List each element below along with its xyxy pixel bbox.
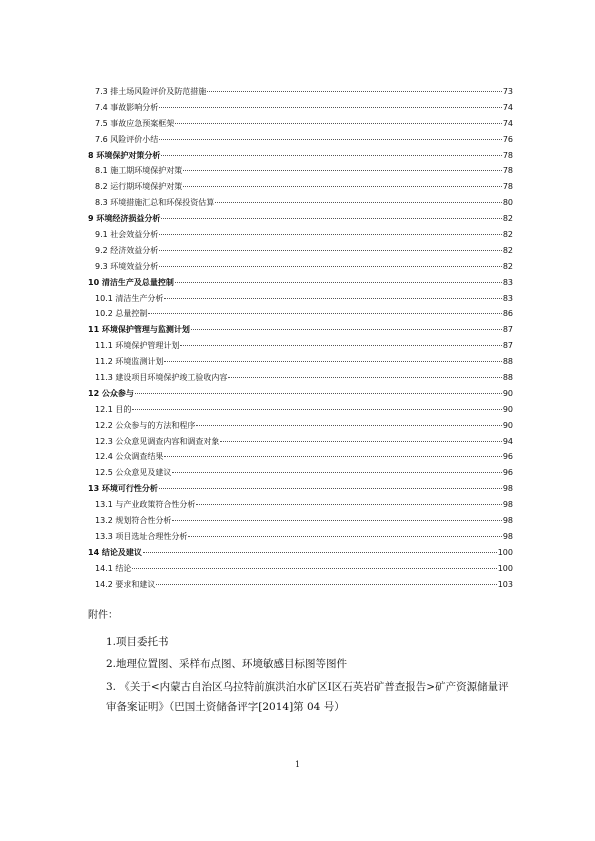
toc-entry-title: 8 环境保护对策分析	[88, 150, 161, 160]
toc-entry-title: 8.3 环境措施汇总和环保投资估算	[95, 198, 215, 208]
toc-entry[interactable]	[88, 291, 513, 307]
toc-entry[interactable]	[88, 386, 513, 402]
toc-entry[interactable]	[88, 465, 513, 481]
toc-entry-title: 13 环境可行性分析	[88, 484, 158, 494]
toc-entry-page: 80	[502, 198, 513, 208]
toc-entry[interactable]	[88, 259, 513, 275]
attachment-item-2: 2.地理位置图、采样布点图、环境敏感目标图等图件	[106, 658, 348, 670]
toc-entry-title: 7.3 排土场风险评价及防范措施	[95, 87, 207, 96]
toc-dot-leader	[220, 441, 501, 442]
toc-entry-title: 12.4 公众调查结果	[95, 452, 164, 462]
toc-entry-page: 98	[502, 531, 513, 541]
toc-entry-title: 13.3 项目选址合理性分析	[95, 531, 188, 541]
toc-dot-leader	[196, 504, 501, 505]
toc-dot-leader	[164, 456, 501, 457]
toc-entry-title: 14 结论及建议	[88, 547, 142, 557]
toc-entry-page: 87	[502, 341, 513, 351]
toc-entry[interactable]	[88, 370, 513, 386]
toc-entry-page: 78	[502, 166, 513, 176]
toc-dot-leader	[175, 123, 502, 124]
toc-entry-title: 9.2 经济效益分析	[95, 245, 159, 255]
toc-dot-leader	[159, 266, 502, 267]
toc-dot-leader	[164, 298, 501, 299]
toc-dot-leader	[164, 361, 501, 362]
toc-entry[interactable]	[88, 529, 513, 545]
toc-entry-page: 83	[502, 277, 513, 287]
toc-entry[interactable]	[88, 481, 513, 497]
toc-entry[interactable]	[88, 148, 513, 164]
toc-entry-page: 82	[502, 230, 513, 240]
toc-entry[interactable]	[88, 322, 513, 338]
toc-dot-leader	[183, 170, 502, 171]
toc-entry-title: 8.1 施工期环境保护对策	[95, 166, 183, 176]
toc-entry-title: 10 清洁生产及总量控制	[88, 277, 174, 287]
toc-entry-page: 90	[502, 420, 513, 430]
toc-entry-page: 86	[502, 309, 513, 319]
toc-dot-leader	[143, 552, 497, 553]
toc-entry-page: 100	[497, 563, 513, 573]
toc-entry[interactable]	[88, 513, 513, 529]
toc-entry-title: 12.5 公众意见及建议	[95, 468, 172, 478]
toc-entry-title: 7.6 风险评价小结	[95, 134, 159, 144]
toc-entry-page: 73	[502, 87, 513, 96]
toc-entry[interactable]	[88, 402, 513, 418]
toc-entry-title: 12 公众参与	[88, 388, 134, 398]
toc-entry-page: 90	[502, 388, 513, 398]
toc-dot-leader	[159, 139, 502, 140]
toc-entry[interactable]	[88, 163, 513, 179]
toc-dot-leader	[228, 377, 501, 378]
attachment-item-3-text: 3. 《关于<内蒙古自治区乌拉特前旗洪泊水矿区Ⅰ区石英岩矿普查报告>矿产资源储量评审备案证明》（巴国土资储备评字[2014]第 04 号）	[106, 681, 509, 713]
toc-entry[interactable]	[88, 561, 513, 577]
toc-entry[interactable]	[88, 449, 513, 465]
toc-entry-title: 11 环境保护管理与监测计划	[88, 325, 190, 335]
toc-entry-page: 96	[502, 452, 513, 462]
toc-dot-leader	[135, 393, 502, 394]
attachments-section	[88, 606, 518, 717]
toc-dot-leader	[161, 155, 501, 156]
toc-entry-title: 12.2 公众参与的方法和程序	[95, 420, 196, 430]
toc-entry[interactable]	[88, 338, 513, 354]
attachment-item-1: 1.项目委托书	[106, 636, 169, 648]
toc-entry[interactable]	[88, 227, 513, 243]
toc-entry-page: 88	[502, 373, 513, 383]
toc-dot-leader	[191, 329, 502, 330]
toc-dot-leader	[180, 345, 501, 346]
toc-dot-leader	[148, 313, 501, 314]
toc-entry-title: 14.1 结论	[95, 563, 132, 573]
toc-entry-title: 7.5 事故应急预案框架	[95, 118, 175, 128]
toc-entry[interactable]	[88, 275, 513, 291]
toc-entry[interactable]	[88, 211, 513, 227]
toc-entry[interactable]	[88, 577, 513, 593]
toc-entry[interactable]	[88, 545, 513, 561]
toc-entry-page: 76	[502, 134, 513, 144]
attachments-heading: 附件：	[88, 610, 118, 621]
toc-dot-leader	[196, 425, 501, 426]
toc-entry-page: 78	[502, 150, 513, 160]
toc-dot-leader	[183, 186, 502, 187]
toc-entry-title: 9.3 环境效益分析	[95, 261, 159, 271]
toc-entry-page: 98	[502, 484, 513, 494]
toc-entry-title: 11.3 建设项目环境保护竣工验收内容	[95, 373, 228, 383]
toc-entry-page: 74	[502, 118, 513, 128]
toc-dot-leader	[132, 568, 496, 569]
toc-entry[interactable]	[88, 132, 513, 148]
toc-entry-title: 10.1 清洁生产分析	[95, 293, 164, 303]
toc-entry[interactable]	[88, 306, 513, 322]
toc-entry-page: 88	[502, 357, 513, 367]
toc-entry-page: 98	[502, 500, 513, 510]
toc-entry-title: 13.1 与产业政策符合性分析	[95, 500, 196, 510]
toc-entry-page: 96	[502, 468, 513, 478]
toc-entry-page: 82	[502, 245, 513, 255]
toc-entry-title: 12.1 目的	[95, 404, 132, 414]
toc-entry-title: 7.4 事故影响分析	[95, 102, 159, 112]
toc-entry[interactable]	[88, 100, 513, 116]
toc-entry[interactable]	[88, 116, 513, 132]
toc-dot-leader	[159, 234, 502, 235]
toc-entry-page: 103	[497, 579, 513, 589]
toc-entry-title: 12.3 公众意见调查内容和调查对象	[95, 436, 220, 446]
toc-dot-leader	[188, 536, 501, 537]
attachment-item-3	[88, 675, 518, 717]
toc-entry-title: 11.2 环境监测计划	[95, 357, 164, 367]
toc-entry[interactable]	[88, 195, 513, 211]
toc-entry[interactable]	[88, 179, 513, 195]
toc-entry-page: 82	[502, 261, 513, 271]
toc-entry-page: 83	[502, 293, 513, 303]
toc-entry-page: 100	[497, 547, 513, 557]
toc-dot-leader	[172, 472, 501, 473]
toc-entry[interactable]	[88, 354, 513, 370]
toc-entry-page: 94	[502, 436, 513, 446]
toc-entry-title: 13.2 规划符合性分析	[95, 516, 172, 526]
toc-dot-leader	[175, 282, 502, 283]
toc-entry-title: 8.2 运行期环境保护对策	[95, 182, 183, 192]
toc-dot-leader	[159, 250, 502, 251]
table-of-contents	[88, 84, 513, 593]
toc-entry[interactable]	[88, 243, 513, 259]
toc-entry-page: 82	[502, 214, 513, 224]
toc-entry-title: 14.2 要求和建议	[95, 579, 156, 589]
toc-dot-leader	[132, 409, 501, 410]
toc-dot-leader	[172, 520, 501, 521]
toc-dot-leader	[207, 91, 502, 92]
page-number: 1	[294, 760, 301, 769]
toc-dot-leader	[161, 218, 501, 219]
toc-entry-title: 9 环境经济损益分析	[88, 214, 161, 224]
toc-entry-page: 90	[502, 404, 513, 414]
toc-entry-page: 98	[502, 516, 513, 526]
toc-entry-title: 10.2 总量控制	[95, 309, 148, 319]
toc-dot-leader	[159, 107, 502, 108]
toc-entry-page: 78	[502, 182, 513, 192]
toc-entry[interactable]	[88, 418, 513, 434]
toc-entry[interactable]	[88, 497, 513, 513]
toc-dot-leader	[215, 202, 502, 203]
toc-entry[interactable]	[88, 84, 513, 100]
toc-dot-leader	[159, 488, 502, 489]
toc-entry-title: 11.1 环境保护管理计划	[95, 341, 180, 351]
toc-entry[interactable]	[88, 434, 513, 450]
toc-dot-leader	[156, 584, 496, 585]
toc-entry-page: 74	[502, 102, 513, 112]
toc-entry-page: 87	[502, 325, 513, 335]
toc-entry-title: 9.1 社会效益分析	[95, 230, 159, 240]
